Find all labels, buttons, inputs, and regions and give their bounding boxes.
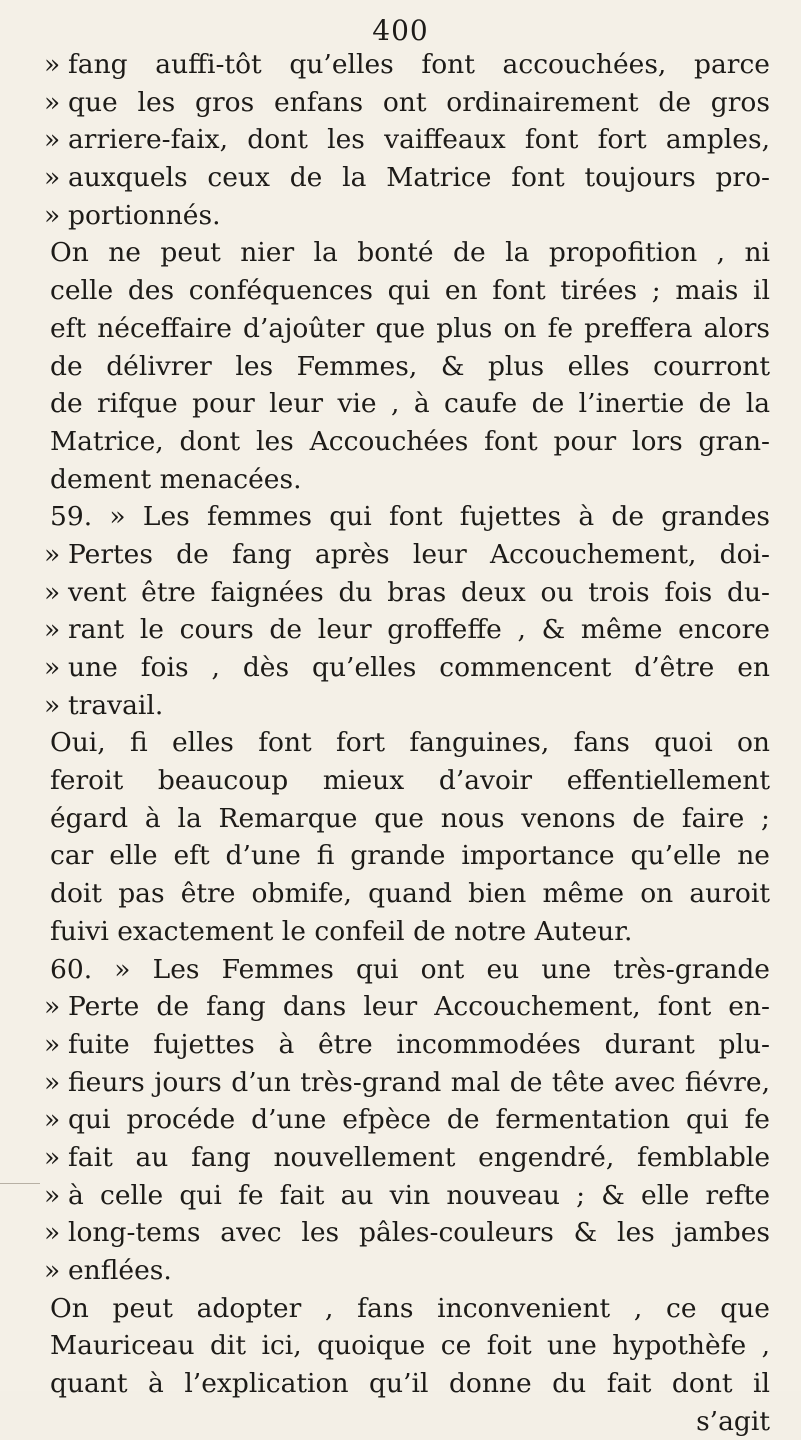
line-text: égard à la Remarque que nous venons de faire ; [50,802,770,834]
line-text: doit pas être obmife, quand bien même on auroit [50,878,770,910]
line-text: auxquels ceux de la Matrice font toujours pro- [68,162,770,194]
text-line [44,197,770,235]
text-line [50,913,770,951]
text-line [44,611,770,649]
line-text: une fois , dès qu’elles commencent d’être en [68,652,770,683]
body-text [44,46,770,1440]
line-text: que les gros enfans ont ordinairement de gros [68,86,770,118]
line-text: quant à l’explication qu’il donne du fait dont il [50,1368,770,1400]
text-line [44,1252,770,1290]
margin-rule [0,1183,40,1184]
text-line [44,1139,770,1177]
text-line [50,272,770,310]
text-line [44,159,770,197]
line-text: fang auffi-tôt qu’elles font accouchées, parce [68,49,770,80]
line-text: de rifque pour leur vie , à caufe de l’inertie de la [50,388,770,420]
line-text: rant le cours de leur groffeffe , & même encore [68,614,770,646]
text-line [44,1064,770,1102]
line-text: dement menacées. [50,463,302,495]
text-line [44,121,770,159]
line-text: travail. [68,689,164,721]
line-text: celle des conféquences qui en font tirées ; mais il [50,275,770,307]
quote-mark: » [44,576,61,608]
quote-mark: » [44,652,61,683]
quote-mark: » [44,538,61,570]
text-line [50,385,770,423]
line-text: 59. » Les femmes qui font fujettes à de grandes [50,501,770,533]
quote-mark: » [44,1255,61,1286]
text-line [44,1214,770,1252]
text-line [50,1290,770,1328]
catchword: s’agit [696,1405,770,1437]
text-line [44,574,770,612]
page-number: 400 [372,14,429,47]
text-line [50,498,770,536]
text-line [44,1026,770,1064]
text-line [44,1101,770,1139]
text-line [44,687,770,725]
line-text: Matrice, dont les Accouchées font pour lors gran- [50,425,770,457]
text-line [50,234,770,272]
line-text: long-tems avec les pâles-couleurs & les jambes [68,1217,770,1249]
line-text: car elle eft d’une fi grande importance qu’elle ne [50,840,770,872]
line-text: Mauriceau dit ici, quoique ce foit une hypothèfe , [50,1330,770,1362]
line-text: vent être faignées du bras deux ou trois fois du- [68,576,770,608]
text-line [44,536,770,574]
line-text: fuite fujettes à être incommodées durant plu- [68,1028,770,1060]
text-line [44,46,770,84]
quote-mark: » [44,124,61,156]
text-line [50,837,770,875]
line-text: fieurs jours d’un très-grand mal de tête avec fiévre, [68,1066,770,1098]
line-text: à celle qui fe fait au vin nouveau ; & elle refte [68,1179,770,1211]
quote-mark: » [44,1179,61,1211]
text-line [44,1177,770,1215]
line-text: de délivrer les Femmes, & plus elles courront [50,350,770,382]
quote-mark: » [44,689,61,721]
line-text: Oui, fi elles font fort fanguines, fans quoi on [50,727,770,759]
quote-mark: » [44,199,61,231]
text-line [44,649,770,687]
quote-mark: » [44,49,61,80]
text-line [50,1327,770,1365]
line-text: Pertes de fang après leur Accouchement, doi- [68,538,770,570]
line-text: On peut adopter , fans inconvenient , ce que [50,1292,770,1324]
quote-mark: » [44,1066,61,1098]
quote-mark: » [44,86,61,118]
line-text: 60. » Les Femmes qui ont eu une très-grande [50,953,770,985]
line-text: eft néceffaire d’ajoûter que plus on fe preffera alors [50,312,770,344]
line-text: arriere-faix, dont les vaiffeaux font fort amples, [68,124,770,156]
text-line [50,1365,770,1403]
text-line [50,800,770,838]
text-line [50,310,770,348]
quote-mark: » [44,1104,61,1136]
quote-mark: » [44,1217,61,1249]
quote-mark: » [44,162,61,194]
line-text: fait au fang nouvellement engendré, femblable [68,1141,770,1173]
line-text: fuivi exactement le confeil de notre Auteur. [50,915,633,947]
text-line [50,724,770,762]
line-text: Perte de fang dans leur Accouchement, font en- [68,991,770,1023]
quote-mark: » [44,614,61,646]
line-text: portionnés. [68,199,221,231]
text-line [50,423,770,461]
text-line [44,988,770,1026]
line-text: feroit beaucoup mieux d’avoir effentiellement [50,765,770,797]
text-line [50,348,770,386]
quote-mark: » [44,1141,61,1173]
text-line [50,875,770,913]
text-line [50,762,770,800]
quote-mark: » [44,1028,61,1060]
text-line [50,461,770,499]
text-line [50,951,770,989]
line-text: enflées. [68,1255,172,1286]
text-line [44,84,770,122]
quote-mark: » [44,991,61,1023]
line-text: qui procéde d’une efpèce de fermentation qui fe [68,1104,770,1136]
line-text: On ne peut nier la bonté de la propofition , ni [50,237,770,269]
